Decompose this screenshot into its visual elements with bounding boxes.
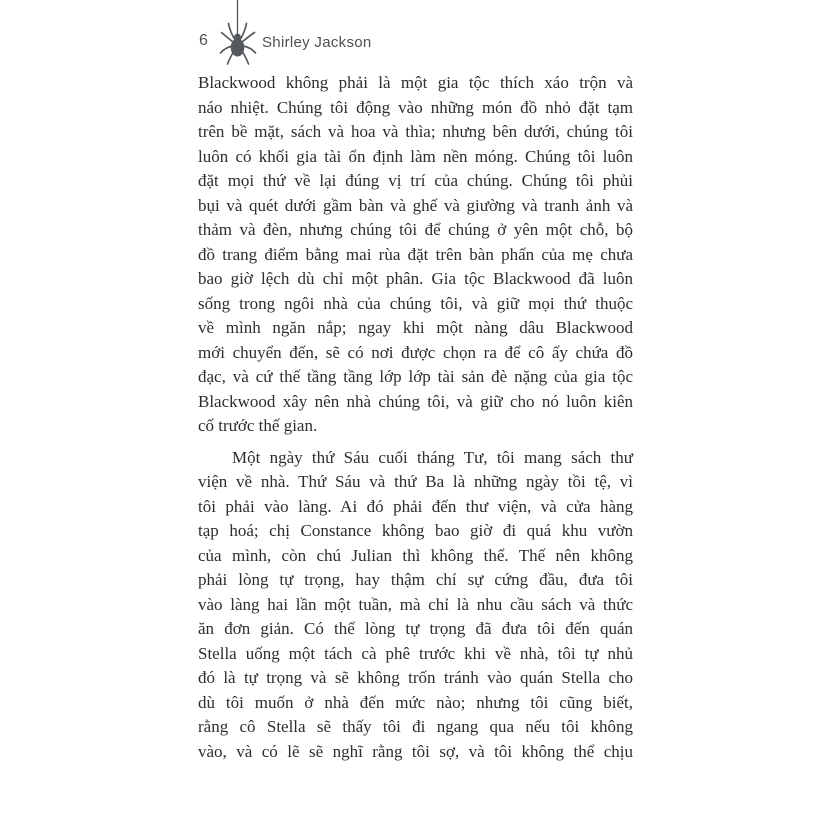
paragraph <box>198 446 633 765</box>
text-line: phải lòng tự trọng, hay thậm chí sự cứng đầu, đưa tôi <box>198 570 633 589</box>
text-line: sống trong ngôi nhà của chúng tôi, và giữ mọi thứ thuộc <box>198 293 633 313</box>
running-title: Shirley Jackson <box>262 34 372 51</box>
page-number: 6 <box>199 32 208 49</box>
text-line: đồ trang điểm bằng mai rùa đặt trên bàn phấn của mẹ chưa <box>198 244 633 264</box>
text-line: vào, và có lẽ sẽ nghĩ rằng tôi sợ, và tôi không thể chịu <box>198 741 633 761</box>
body-text <box>198 71 633 764</box>
text-line: dù tôi muốn ở nhà đến mức nào; nhưng tôi cũng biết, <box>198 692 633 712</box>
text-line: đặt mọi thứ về lại đúng vị trí của chúng. Chúng tôi phủi <box>198 171 633 190</box>
text-line: tạp hoá; chị Constance không bao giờ đi quá khu vườn <box>198 521 633 540</box>
text-line: về mình ngăn nắp; ngay khi một nàng dâu Blackwood <box>198 318 633 337</box>
text-line: bao giờ lệch dù chỉ một phân. Gia tộc Blackwood đã luôn <box>198 269 633 288</box>
text-line: tôi phải vào làng. Ai đó phải đến thư viện, và cửa hàng <box>198 496 633 516</box>
text-line: trên bề mặt, sách và hoa và thìa; nhưng bên dưới, chúng tôi <box>198 122 633 141</box>
text-line: Stella uống một tách cà phê trước khi về nhà, tôi tự nhủ <box>198 643 633 663</box>
spider-icon <box>216 0 260 66</box>
text-line: đó là tự trọng và sẽ không trốn tránh vào quán Stella cho <box>198 668 633 687</box>
text-line: mới chuyển đến, sẽ có nơi được chọn ra để cô ấy chứa đồ <box>198 342 633 362</box>
text-line: rằng cô Stella sẽ thấy tôi đi ngang qua nếu tôi không <box>198 717 633 736</box>
text-line: viện về nhà. Thứ Sáu và thứ Ba là những ngày tồi tệ, vì <box>198 472 633 491</box>
text-line: thảm và đèn, nhưng chúng tôi để chúng ở yên một chỗ, bộ <box>198 220 633 239</box>
text-line: Một ngày thứ Sáu cuối tháng Tư, tôi mang sách thư <box>232 447 633 467</box>
text-line: náo nhiệt. Chúng tôi động vào những món đồ nhỏ đặt tạm <box>198 97 633 117</box>
text-line: đạc, và cứ thế tầng tầng lớp lớp tài sản đè nặng của gia tộc <box>198 367 633 386</box>
text-line: luôn có khối gia tài ổn định làm nền móng. Chúng tôi luôn <box>198 146 633 166</box>
text-line: cố trước thế gian. <box>198 416 318 435</box>
text-line: của mình, còn chú Julian thì không thể. Thế nên không <box>198 545 633 565</box>
text-line: ăn đơn giản. Có thể lòng tự trọng đã đưa tôi đến quán <box>198 619 633 638</box>
text-line: Blackwood không phải là một gia tộc thích xáo trộn và <box>198 73 633 92</box>
text-line: Blackwood xây nên nhà chúng tôi, và giữ cho nó luôn kiên <box>198 391 633 411</box>
text-line: vào làng hai lần một tuần, mà chỉ là nhu cầu sách và thức <box>198 594 633 614</box>
text-line: bụi và quét dưới gầm bàn và ghế và giường và tranh ảnh và <box>198 195 633 215</box>
paragraph <box>198 71 633 439</box>
